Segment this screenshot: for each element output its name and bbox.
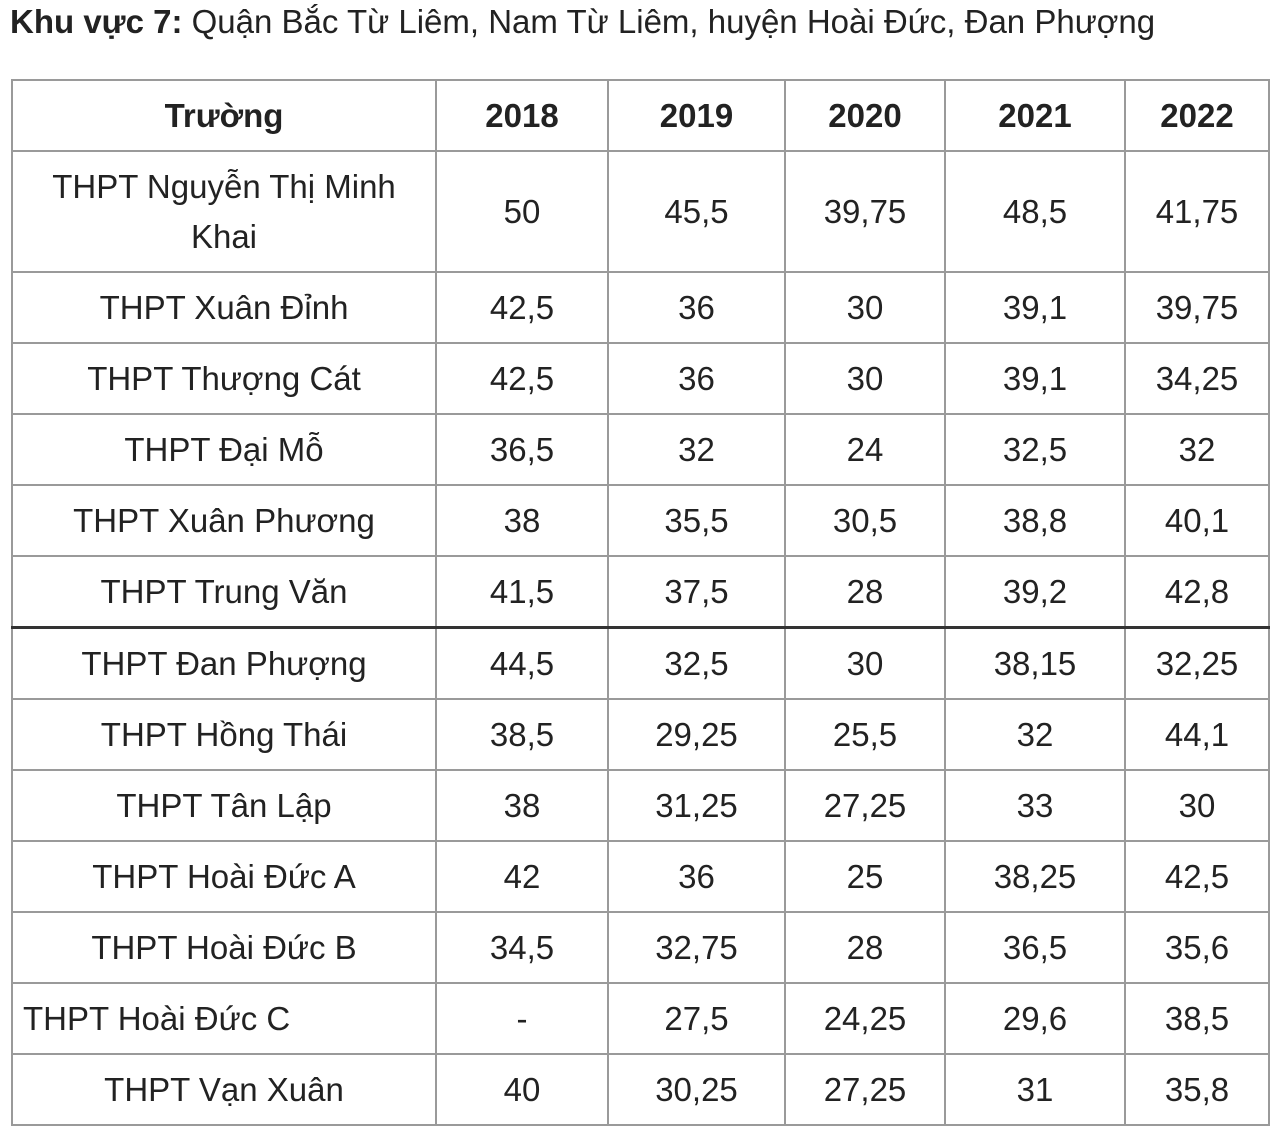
score-cell: 45,5 xyxy=(608,151,785,272)
score-cell: 29,6 xyxy=(945,983,1125,1054)
score-cell: 32,75 xyxy=(608,912,785,983)
score-cell: 32,5 xyxy=(945,414,1125,485)
score-cell: 38,5 xyxy=(436,699,608,770)
score-cell: 41,75 xyxy=(1125,151,1269,272)
score-cell: - xyxy=(436,983,608,1054)
score-cell: 39,75 xyxy=(785,151,945,272)
score-cell: 27,25 xyxy=(785,1054,945,1125)
score-cell: 38,15 xyxy=(945,628,1125,700)
score-cell: 32 xyxy=(945,699,1125,770)
score-cell: 25,5 xyxy=(785,699,945,770)
school-name: THPT Hoài Đức B xyxy=(12,912,436,983)
score-cell: 28 xyxy=(785,556,945,628)
header-school: Trường xyxy=(12,80,436,151)
score-cell: 38,8 xyxy=(945,485,1125,556)
score-cell: 35,6 xyxy=(1125,912,1269,983)
header-year-2020: 2020 xyxy=(785,80,945,151)
score-cell: 48,5 xyxy=(945,151,1125,272)
score-cell: 32 xyxy=(1125,414,1269,485)
school-name: THPT Thượng Cát xyxy=(12,343,436,414)
heading-text: Quận Bắc Từ Liêm, Nam Từ Liêm, huyện Hoài Đức, Đan Phượng xyxy=(182,3,1156,40)
score-cell: 27,5 xyxy=(608,983,785,1054)
score-cell: 32,5 xyxy=(608,628,785,700)
table-row xyxy=(12,770,1269,841)
table-row xyxy=(12,414,1269,485)
score-cell: 42,8 xyxy=(1125,556,1269,628)
score-cell: 30 xyxy=(785,628,945,700)
school-name: THPT Xuân Phương xyxy=(12,485,436,556)
score-cell: 30 xyxy=(1125,770,1269,841)
school-name: THPT Hoài Đức A xyxy=(12,841,436,912)
table-row xyxy=(12,841,1269,912)
score-cell: 36,5 xyxy=(436,414,608,485)
table-row xyxy=(12,485,1269,556)
score-cell: 33 xyxy=(945,770,1125,841)
heading-lead: Khu vực 7: xyxy=(10,3,183,40)
table-row xyxy=(12,912,1269,983)
school-name: THPT Hoài Đức C xyxy=(12,983,436,1054)
score-cell: 34,5 xyxy=(436,912,608,983)
table-row xyxy=(12,628,1269,700)
score-cell: 31 xyxy=(945,1054,1125,1125)
score-cell: 39,75 xyxy=(1125,272,1269,343)
score-cell: 27,25 xyxy=(785,770,945,841)
score-cell: 38 xyxy=(436,770,608,841)
table-row xyxy=(12,699,1269,770)
score-cell: 36 xyxy=(608,272,785,343)
score-cell: 41,5 xyxy=(436,556,608,628)
school-name: THPT Đại Mỗ xyxy=(12,414,436,485)
score-cell: 50 xyxy=(436,151,608,272)
score-cell: 31,25 xyxy=(608,770,785,841)
table-row xyxy=(12,556,1269,628)
score-cell: 42,5 xyxy=(1125,841,1269,912)
table-row xyxy=(12,343,1269,414)
score-cell: 34,25 xyxy=(1125,343,1269,414)
score-cell: 30,25 xyxy=(608,1054,785,1125)
score-cell: 36,5 xyxy=(945,912,1125,983)
header-year-2018: 2018 xyxy=(436,80,608,151)
school-name: THPT Vạn Xuân xyxy=(12,1054,436,1125)
table-row xyxy=(12,1054,1269,1125)
score-cell: 40 xyxy=(436,1054,608,1125)
score-cell: 40,1 xyxy=(1125,485,1269,556)
score-cell: 32 xyxy=(608,414,785,485)
score-cell: 29,25 xyxy=(608,699,785,770)
score-cell: 30 xyxy=(785,272,945,343)
score-cell: 39,2 xyxy=(945,556,1125,628)
score-cell: 30,5 xyxy=(785,485,945,556)
score-cell: 44,1 xyxy=(1125,699,1269,770)
table-header-row xyxy=(12,80,1269,151)
score-cell: 28 xyxy=(785,912,945,983)
score-cell: 30 xyxy=(785,343,945,414)
score-cell: 42,5 xyxy=(436,343,608,414)
score-cell: 39,1 xyxy=(945,272,1125,343)
score-cell: 38 xyxy=(436,485,608,556)
school-name: THPT Trung Văn xyxy=(12,556,436,628)
score-cell: 24 xyxy=(785,414,945,485)
scores-table xyxy=(11,79,1270,1126)
school-name: THPT Tân Lập xyxy=(12,770,436,841)
school-name: THPT Nguyễn Thị Minh Khai xyxy=(12,151,436,272)
school-name: THPT Hồng Thái xyxy=(12,699,436,770)
score-cell: 38,25 xyxy=(945,841,1125,912)
score-cell: 25 xyxy=(785,841,945,912)
score-cell: 35,8 xyxy=(1125,1054,1269,1125)
score-cell: 24,25 xyxy=(785,983,945,1054)
table-row xyxy=(12,272,1269,343)
table-row xyxy=(12,983,1269,1054)
score-cell: 44,5 xyxy=(436,628,608,700)
score-cell: 36 xyxy=(608,343,785,414)
score-cell: 35,5 xyxy=(608,485,785,556)
score-cell: 36 xyxy=(608,841,785,912)
table-row xyxy=(12,151,1269,272)
score-cell: 37,5 xyxy=(608,556,785,628)
score-cell: 38,5 xyxy=(1125,983,1269,1054)
score-cell: 42,5 xyxy=(436,272,608,343)
score-cell: 39,1 xyxy=(945,343,1125,414)
score-cell: 42 xyxy=(436,841,608,912)
header-year-2022: 2022 xyxy=(1125,80,1269,151)
header-year-2021: 2021 xyxy=(945,80,1125,151)
score-cell: 32,25 xyxy=(1125,628,1269,700)
school-name: THPT Đan Phượng xyxy=(12,628,436,700)
header-year-2019: 2019 xyxy=(608,80,785,151)
school-name: THPT Xuân Đỉnh xyxy=(12,272,436,343)
page-heading xyxy=(10,2,1155,42)
